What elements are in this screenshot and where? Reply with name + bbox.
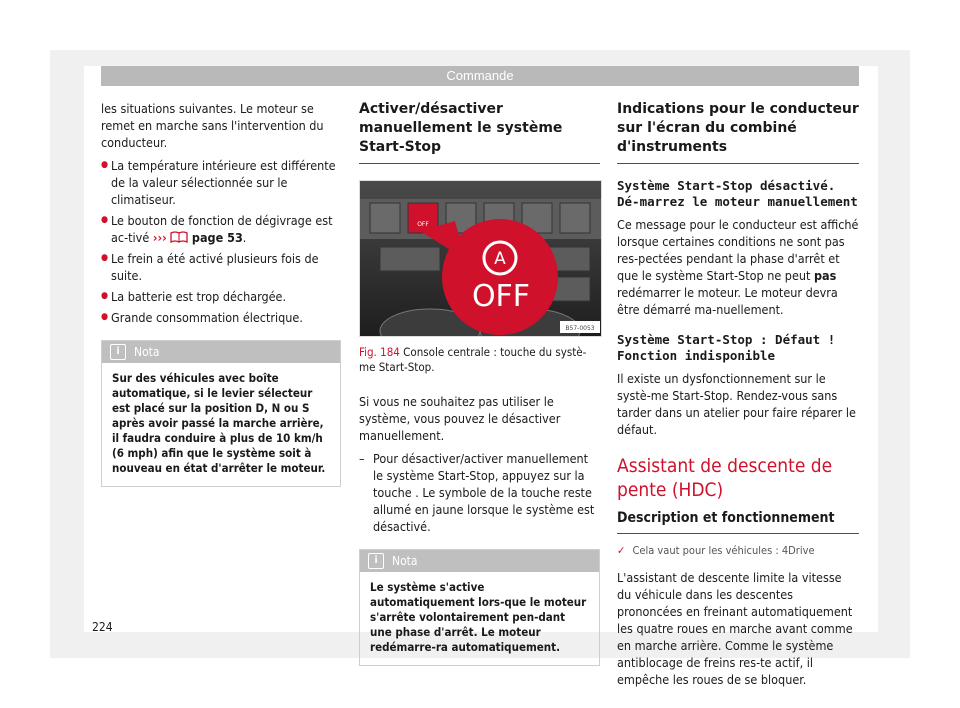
bullet-item bbox=[101, 212, 341, 246]
applies-text: Cela vaut pour les véhicules : 4Drive bbox=[632, 544, 815, 557]
note-title: Nota bbox=[134, 345, 160, 359]
page-number: 224 bbox=[92, 620, 113, 634]
figure-code: B57-0053 bbox=[565, 325, 595, 332]
text-part: Ce message pour le conducteur est affiché lorsque certaines conditions ne sont pas res-pectées pendant la phase d'arrêt et que le système Start-Stop ne peut bbox=[617, 217, 859, 283]
period: . bbox=[242, 230, 247, 245]
section-title: Indications pour le conducteur sur l'écran du combiné d'instruments bbox=[617, 100, 859, 164]
column-1 bbox=[101, 100, 341, 487]
emphasis: pas bbox=[813, 268, 837, 283]
column-2 bbox=[359, 100, 600, 666]
bullet-item: ● La batterie est trop déchargée. bbox=[101, 288, 341, 305]
subsection-title: Description et fonctionnement bbox=[617, 510, 859, 534]
running-header: Commande bbox=[101, 66, 859, 86]
svg-text:A: A bbox=[494, 249, 506, 269]
driver-message-2: Système Start-Stop : Défaut ! Fonction indisponible bbox=[617, 332, 836, 363]
section-title: Activer/désactiver manuellement le système Start-Stop bbox=[359, 100, 600, 164]
note-header bbox=[102, 341, 340, 363]
console-illustration bbox=[360, 181, 601, 336]
off-button-label: OFF bbox=[471, 279, 531, 314]
note-box bbox=[101, 340, 341, 487]
paragraph: L'assistant de descente limite la vitesse du véhicule dans les descentes prononcées en freinant automatiquement les quatre roues en marche avant comme en marche arrière. Comme le système antiblocage de freins res-te actif, il empêche les roues de se bloquer. bbox=[617, 570, 853, 687]
applies-to bbox=[617, 542, 859, 559]
paragraph: Il existe un dysfonctionnement sur le systè-me Start-Stop. Rendez-vous sans tarder dans un atelier pour faire réparer le défaut. bbox=[617, 371, 856, 437]
info-icon: i bbox=[110, 344, 126, 360]
note-text: Le système s'active automatiquement lors-que le moteur s'arrête volontairement pen-dant une phase d'arrêt. Le moteur redémarre-ra automatiquement. bbox=[370, 580, 587, 654]
figure-caption-text: Console centrale : touche du systè-me Start-Stop. bbox=[359, 345, 587, 374]
bullet-item: ● La température intérieure est différente de la valeur sélectionnée sur le climatiseur. bbox=[101, 157, 341, 208]
note-title: Nota bbox=[392, 554, 418, 568]
info-icon: i bbox=[368, 553, 384, 569]
reference-arrow-icon: ››› bbox=[152, 230, 167, 245]
paragraph: Si vous ne souhaitez pas utiliser le système, vous pouvez le désactiver manuellement. bbox=[359, 394, 561, 443]
note-header bbox=[360, 550, 599, 572]
page-reference-link[interactable]: page 53 bbox=[191, 230, 243, 245]
bullet-item: ● Grande consommation électrique. bbox=[101, 309, 341, 326]
figure-console bbox=[359, 180, 602, 337]
instruction-item: – Pour désactiver/activer manuellement le système Start-Stop, appuyez sur la touche . Le symbole de la touche reste allumé en jaune lorsque le système est désactivé. bbox=[359, 450, 600, 535]
svg-text:OFF: OFF bbox=[417, 221, 429, 228]
intro-text: les situations suivantes. Le moteur se remet en marche sans l'intervention du conducteur. bbox=[101, 101, 324, 150]
figure-number: Fig. 184 bbox=[359, 345, 400, 359]
check-icon: ✓ bbox=[617, 544, 626, 557]
bullet-item: ● Le frein a été activé plusieurs fois de suite. bbox=[101, 250, 341, 284]
note-box bbox=[359, 549, 600, 666]
paragraph bbox=[617, 216, 859, 318]
driver-message-1: Système Start-Stop désactivé. Dé-marrez le moteur manuellement bbox=[617, 178, 858, 209]
book-icon bbox=[170, 231, 188, 243]
figure-caption bbox=[359, 345, 600, 375]
section-heading: Assistant de descente de pente (HDC) bbox=[617, 455, 833, 501]
text-part: redémarrer le moteur. Le moteur devra être démarré ma-nuellement. bbox=[617, 285, 838, 317]
note-text: Sur des véhicules avec boîte automatique, si le levier sélecteur est placé sur la position D, N ou S après avoir passé la marche arrière, il faudra conduire à plus de 10 km/h (6 mph) afin que le système soit à nouveau en état d'arrêter le moteur. bbox=[112, 371, 326, 475]
column-3 bbox=[617, 100, 859, 694]
bullet-text: Le bouton de fonction de dégivrage est ac-tivé bbox=[111, 213, 333, 245]
